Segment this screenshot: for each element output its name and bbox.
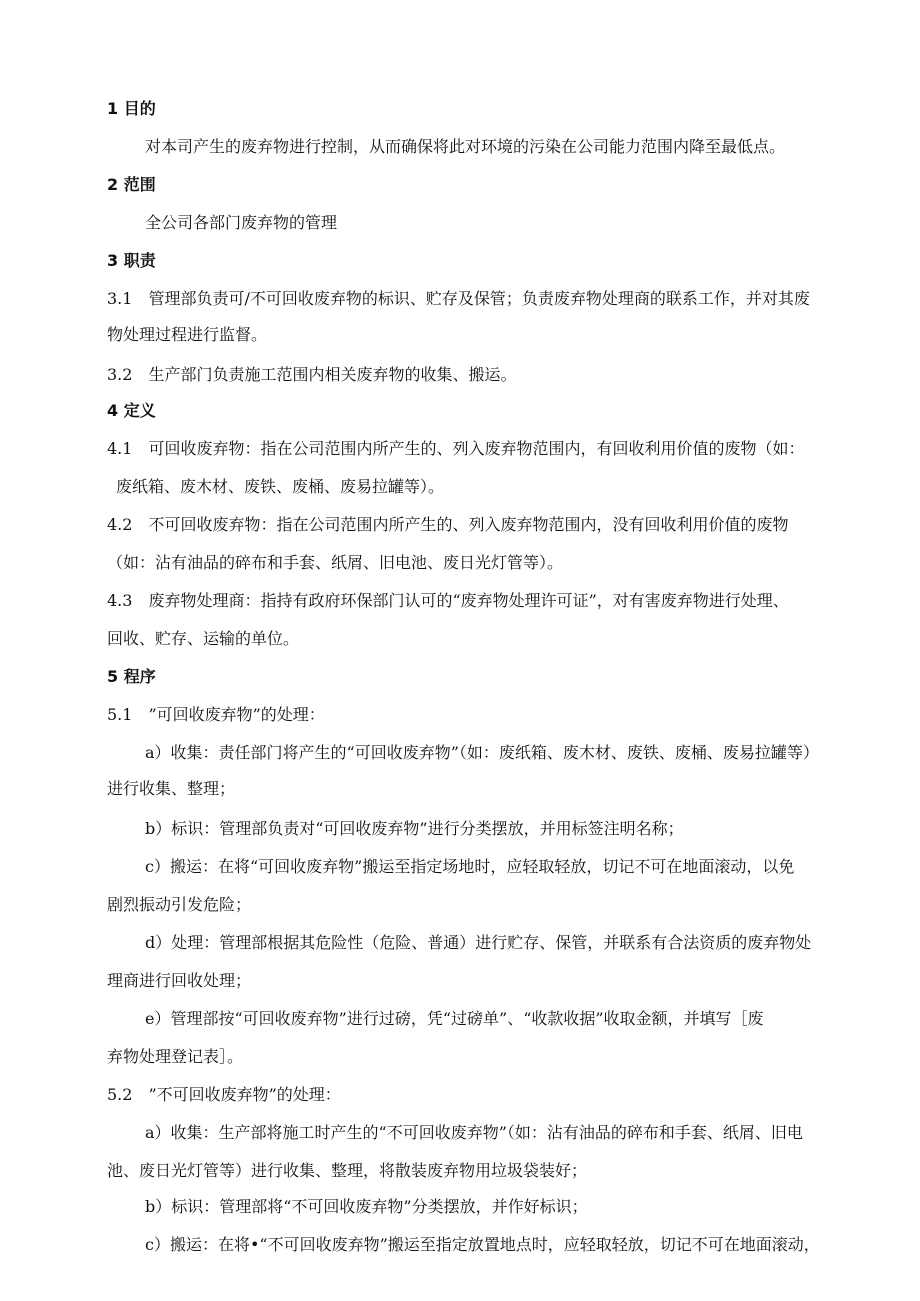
item-5-1-c-line-2: 剧烈振动引发危险； [107,895,252,914]
item-5-1-heading: 5.1 ”可回收废弃物”的处理： [107,705,325,724]
item-5-2-b: b）标识：管理部将“不可回收废弃物”分类摆放，并作好标识； [145,1197,588,1216]
section-3-title: 3 职责 [107,251,156,270]
section-1-text: 对本司产生的废弃物进行控制，从而确保将此对环境的污染在公司能力范围内降至最低点。 [145,137,786,156]
section-5-title: 5 程序 [107,667,156,686]
item-3-1-line-2: 物处理过程进行监督。 [107,325,268,344]
item-5-1-e-line-1: e）管理部按“可回收废弃物”进行过磅，凭“过磅单”、“收款收据”收取金额，并填写［废 [145,1009,764,1028]
item-5-1-d-line-2: 理商进行回收处理； [107,971,252,990]
item-4-1-line-1: 4.1 可回收废弃物：指在公司范围内所产生的、列入废弃物范围内，有回收利用价值的废物（如： [107,439,805,458]
item-4-1-line-2: 废纸箱、废木材、废铁、废桶、废易拉罐等）。 [116,477,445,496]
item-5-1-b: b）标识：管理部负责对“可回收废弃物”进行分类摆放，并用标签注明名称； [145,819,684,838]
item-4-3-line-2: 回收、贮存、运输的单位。 [107,629,300,648]
item-5-2-a-line-2: 池、废日光灯管等）进行收集、整理，将散装废弃物用垃圾袋装好； [107,1161,588,1180]
item-5-1-d-line-1: d）处理：管理部根据其危险性（危险、普通）进行贮存、保管，并联系有合法资质的废弃物处 [145,933,812,952]
item-4-2-line-2: （如：沾有油品的碎布和手套、纸屑、旧电池、废日光灯管等）。 [107,553,564,572]
section-4-title: 4 定义 [107,401,156,420]
item-4-3-line-1: 4.3 废弃物处理商：指持有政府环保部门认可的“废弃物处理许可证”，对有害废弃物进行处理、 [107,591,789,610]
item-5-1-a-line-2: 进行收集、整理； [107,779,236,798]
item-3-1-line-1: 3.1 管理部负责可/不可回收废弃物的标识、贮存及保管；负责废弃物处理商的联系工作，并对其废 [107,289,810,308]
item-5-2-a-line-1: a）收集：生产部将施工时产生的“不可回收废弃物”（如：沾有油品的碎布和手套、纸屑、旧电 [145,1123,803,1142]
item-5-1-a-line-1: a）收集：责任部门将产生的“可回收废弃物”（如：废纸箱、废木材、废铁、废桶、废易拉罐等） [145,743,819,762]
section-1-title: 1 目的 [107,99,156,118]
item-5-2-heading: 5.2 ”不可回收废弃物”的处理： [107,1085,341,1104]
item-5-1-e-line-2: 弃物处理登记表］。 [107,1047,244,1066]
item-3-2: 3.2 生产部门负责施工范围内相关废弃物的收集、搬运。 [107,365,517,384]
item-5-1-c-line-1: c）搬运：在将“可回收废弃物”搬运至指定场地时，应轻取轻放，切记不可在地面滚动，以免 [145,857,795,876]
item-5-2-c-line-1: c）搬运：在将•“不可回收废弃物”搬运至指定放置地点时，应轻取轻放，切记不可在地面滚动， [145,1235,820,1254]
section-2-title: 2 范围 [107,175,156,194]
section-2-text: 全公司各部门废弃物的管理 [145,213,338,232]
item-4-2-line-1: 4.2 不可回收废弃物：指在公司范围内所产生的、列入废弃物范围内，没有回收利用价值的废物 [107,515,789,534]
